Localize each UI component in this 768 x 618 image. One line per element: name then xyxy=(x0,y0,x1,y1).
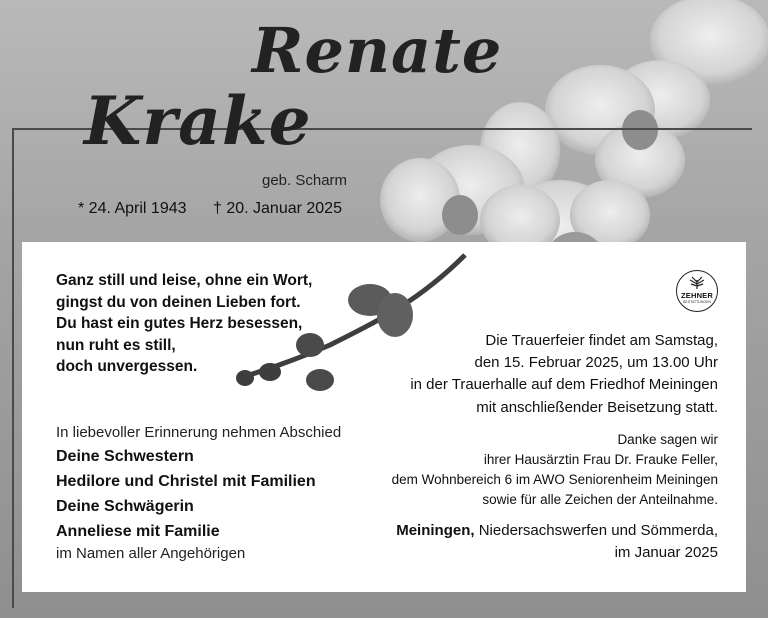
poem-line: nun ruht es still, xyxy=(56,336,176,354)
birth-date: * 24. April 1943 xyxy=(78,200,187,217)
last-name: Krake xyxy=(84,82,312,160)
service-line: mit anschließender Beisetzung statt. xyxy=(476,398,718,416)
thanks-info xyxy=(392,430,718,510)
mourner-name: Deine Schwägerin xyxy=(56,498,194,515)
birth-name: geb. Scharm xyxy=(262,172,348,189)
service-info xyxy=(410,330,718,419)
thanks-line: dem Wohnbereich 6 im AWO Seniorenheim Meiningen xyxy=(391,472,718,487)
poem xyxy=(56,270,312,378)
service-line: den 15. Februar 2025, um 13.00 Uhr xyxy=(474,354,718,372)
poem-line: Du hast ein gutes Herz besessen, xyxy=(56,315,303,333)
place-date xyxy=(396,520,718,564)
mourners-closing: im Namen aller Angehörigen xyxy=(56,545,246,562)
thanks-line: ihrer Hausärztin Frau Dr. Frauke Feller, xyxy=(483,452,718,467)
mourner-name: Hedilore und Christel mit Familien xyxy=(56,473,316,490)
mourners-names xyxy=(56,444,316,544)
logo-name: ZEHNER xyxy=(680,291,714,300)
place-date-line: im Januar 2025 xyxy=(614,544,718,561)
poem-line: doch unvergessen. xyxy=(56,358,198,376)
logo-mark-icon xyxy=(688,276,706,290)
funeral-home-logo xyxy=(676,270,718,312)
service-line: Die Trauerfeier findet am Samstag, xyxy=(485,332,718,349)
first-name: Renate xyxy=(252,14,503,87)
service-line: in der Trauerhalle auf dem Friedhof Meiningen xyxy=(410,376,718,394)
thanks-line: Danke sagen wir xyxy=(617,432,718,447)
place-city: Meiningen, xyxy=(396,522,475,539)
mourner-name: Anneliese mit Familie xyxy=(56,523,220,540)
mourner-name: Deine Schwestern xyxy=(56,448,194,465)
mourners-intro: In liebevoller Erinnerung nehmen Abschied xyxy=(56,424,342,441)
thanks-line: sowie für alle Zeichen der Anteilnahme. xyxy=(482,492,718,507)
poem-line: gingst du von deinen Lieben fort. xyxy=(56,293,301,311)
poem-line: Ganz still und leise, ohne ein Wort, xyxy=(56,272,313,289)
place-line xyxy=(396,520,718,542)
death-date: † 20. Januar 2025 xyxy=(212,200,342,217)
place-rest: Niedersachswerfen und Sömmerda, xyxy=(474,522,718,539)
life-dates xyxy=(78,200,364,218)
logo-subtitle: BESTATTUNGEN xyxy=(683,300,711,304)
